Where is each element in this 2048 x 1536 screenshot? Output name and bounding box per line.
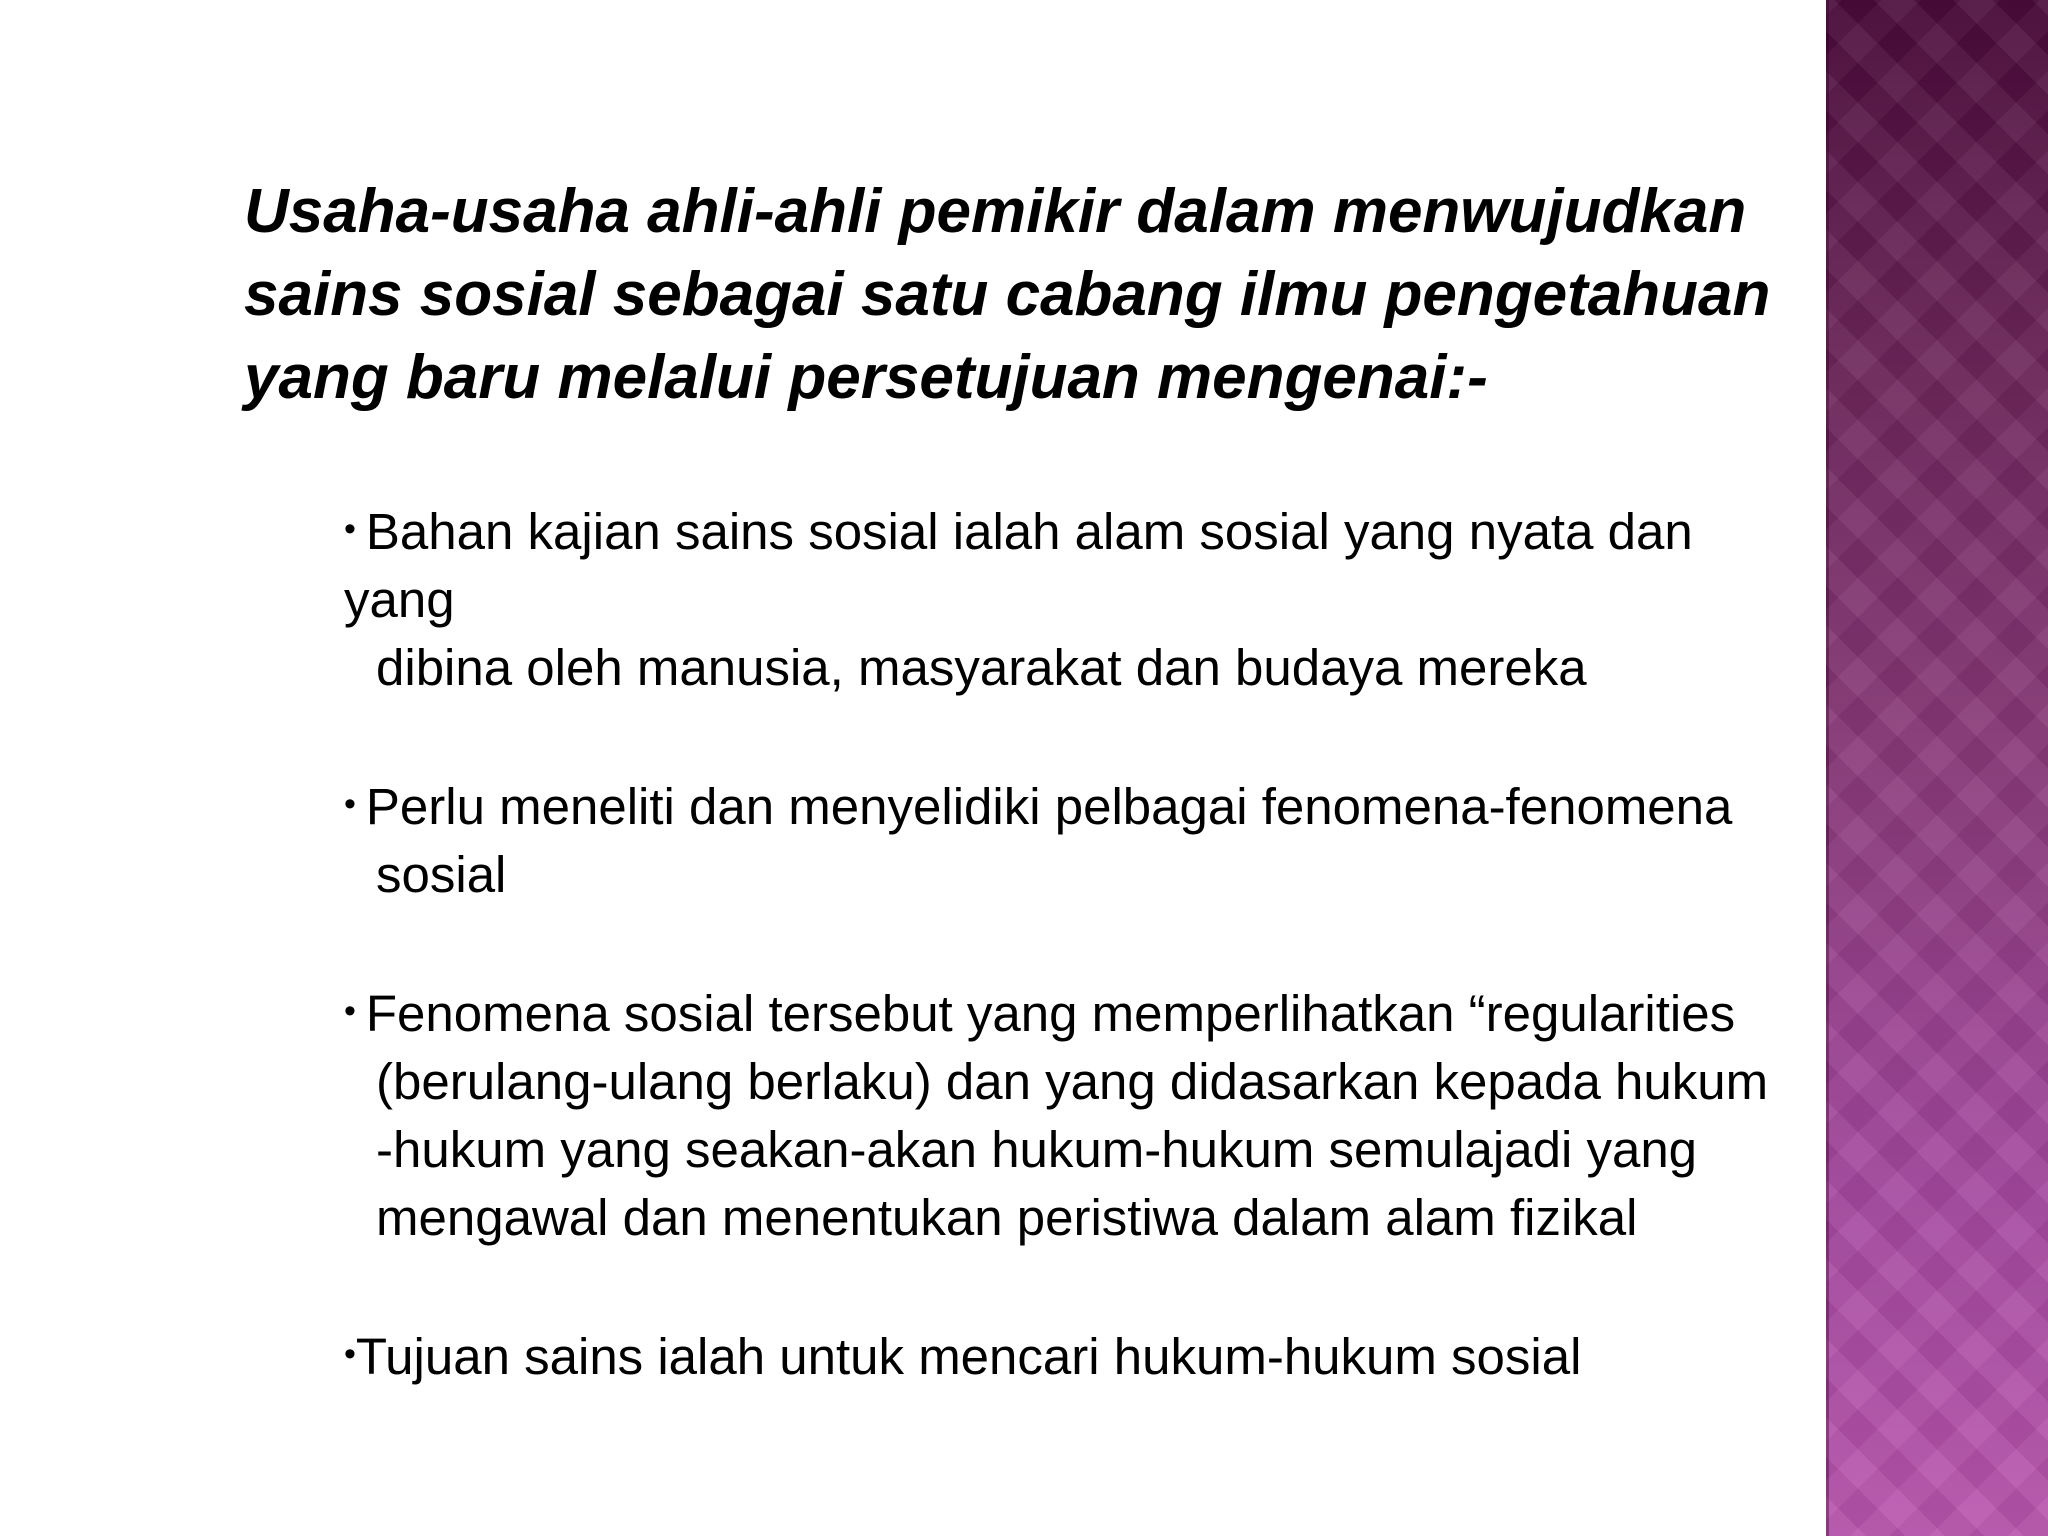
bullet-line: yang [344, 571, 455, 628]
bullet-text: Perlu meneliti dan menyelidiki pelbagai fenomena-fenomena [365, 778, 1733, 835]
slide-heading [244, 170, 1984, 419]
heading-line-3: yang baru melalui persetujuan mengenai:- [244, 343, 1488, 412]
bullet-line [344, 770, 2044, 841]
bullet-icon: • [344, 992, 356, 1030]
bullet-text: Bahan kajian sains sosial ialah alam sosial yang nyata dan [365, 503, 1693, 560]
heading-line-1: Usaha-usaha ahli-ahli pemikir dalam menwujudkan [244, 177, 1747, 246]
bullet-line: (berulang-ulang berlaku) dan yang didasarkan kepada hukum [376, 1053, 1769, 1110]
spacer [344, 1252, 2044, 1320]
bullet-text: Tujuan sains ialah untuk mencari hukum-hukum sosial [355, 1328, 1582, 1385]
bullet-line [344, 1320, 2044, 1391]
decorative-side-band [1826, 0, 2048, 1536]
spacer [344, 909, 2044, 977]
bullet-list [344, 495, 2044, 1391]
bullet-line: sosial [376, 846, 507, 903]
bullet-icon: • [344, 785, 356, 823]
bullet-item-2 [344, 770, 2044, 909]
bullet-line [344, 977, 2044, 1048]
bullet-line [344, 495, 2044, 566]
spacer [344, 702, 2044, 770]
bullet-line: -hukum yang seakan-akan hukum-hukum semulajadi yang [376, 1121, 1698, 1178]
bullet-icon: • [344, 510, 356, 548]
side-band-edge [1826, 0, 1829, 1536]
bullet-item-1 [344, 495, 2044, 702]
bullet-item-4 [344, 1320, 2044, 1391]
bullet-icon: • [344, 1335, 356, 1373]
bullet-item-3 [344, 977, 2044, 1252]
bullet-line: dibina oleh manusia, masyarakat dan budaya mereka [376, 639, 1587, 696]
bullet-text: Fenomena sosial tersebut yang memperlihatkan “regularities [365, 985, 1736, 1042]
heading-line-2: sains sosial sebagai satu cabang ilmu pengetahuan [244, 260, 1771, 329]
bullet-line: mengawal dan menentukan peristiwa dalam alam fizikal [376, 1189, 1638, 1246]
